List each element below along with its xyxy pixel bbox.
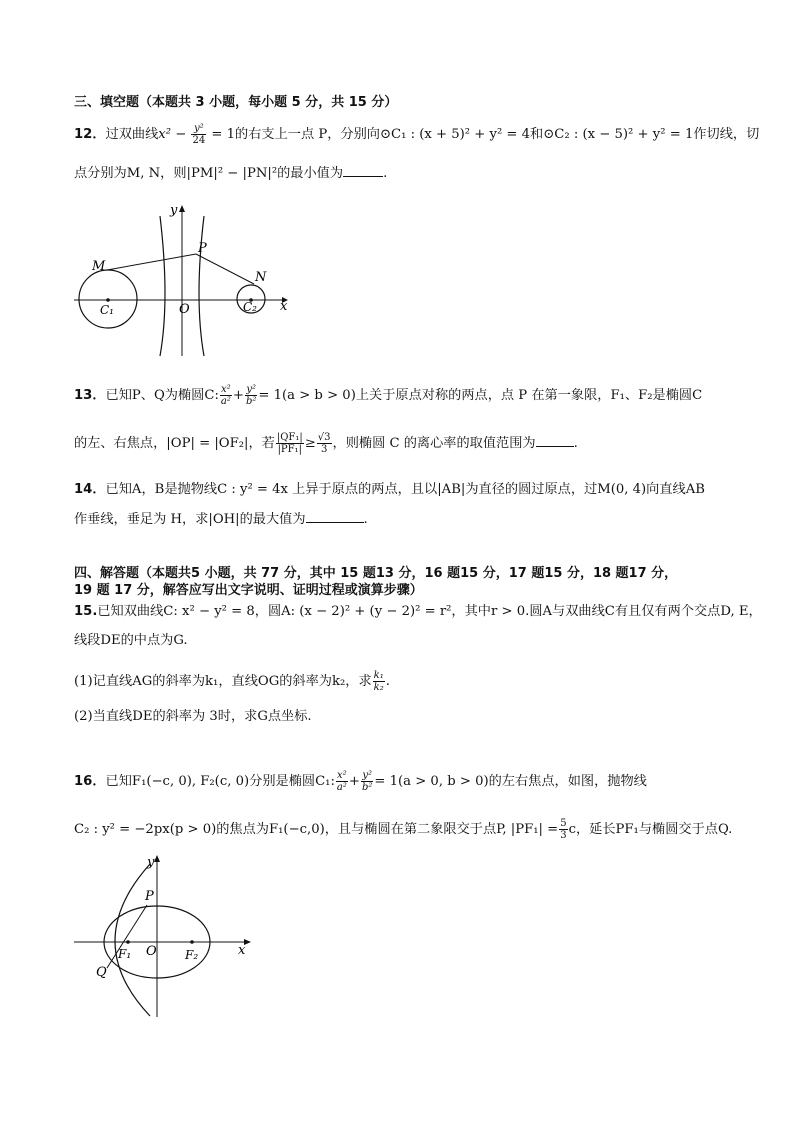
question-15-part-1 bbox=[74, 670, 390, 693]
q15-text-a: 已知双曲线C: x² − y² = 8，圆A: (x − 2)² + (y − 2)² = r²，其中r > 0.圆A与双曲线C有且仅有两个交点D, E， bbox=[97, 604, 762, 619]
q16-frac-y bbox=[361, 770, 373, 793]
q12-hyperbola-rhs: = 1 bbox=[207, 127, 236, 142]
question-13-number: 13． bbox=[74, 388, 106, 403]
q13-f1-den: a² bbox=[220, 396, 231, 407]
q13-text-d: ，则椭圆 C 的离心率的取值范围为 bbox=[332, 436, 536, 451]
q16-text-c: C₂ : y² = −2px(p > 0)的焦点为F₁(−c,0)，且与椭圆在第二象限交于点P, |PF₁| = bbox=[74, 822, 559, 837]
section-4-header-line-1: 四、解答题（本题共5 小题，共 77 分，其中 15 题13 分，16 题15 分，17 题15 分，18 题17 分， bbox=[74, 566, 678, 581]
answer-blank-12[interactable] bbox=[343, 164, 383, 177]
parabola-c2 bbox=[115, 864, 150, 1016]
q13-frac-y bbox=[245, 384, 257, 407]
f1-point bbox=[126, 940, 130, 944]
q14-text-b: 作垂线，垂足为 H，求|OH|的最大值为 bbox=[74, 512, 306, 527]
label-m: M bbox=[92, 259, 106, 274]
q13-text-c: 的左、右焦点，|OP| = |OF₂|，若 bbox=[74, 436, 275, 451]
figure-16-ellipse-parabola-diagram bbox=[70, 852, 260, 1020]
q15-part1-text: (1)记直线AG的斜率为k₁，直线OG的斜率为k₂，求 bbox=[74, 674, 372, 689]
q12-text-b: 的右支上一点 P，分别向⊙C₁ : (x + 5)² + y² = 4和⊙C₂ : (x − 5)² + y² = 1作切线，切 bbox=[235, 127, 760, 142]
label-x: x bbox=[280, 299, 288, 314]
q16-f2-num: y² bbox=[362, 770, 372, 781]
q13-frac-sqrt3 bbox=[317, 432, 332, 455]
question-15-line-2: 线段DE的中点为G. bbox=[74, 633, 188, 648]
y-axis-arrow bbox=[179, 205, 185, 212]
q12-frac-num: y² bbox=[191, 123, 206, 135]
q16-f3-num: 5 bbox=[560, 818, 567, 829]
q12-fraction bbox=[191, 123, 206, 146]
q16-text-b: = 1(a > 0, b > 0)的左右焦点，如图，抛物线 bbox=[374, 774, 647, 789]
q13-f4-den: 3 bbox=[320, 444, 328, 455]
q15-frac-den: k₂ bbox=[373, 682, 384, 693]
question-14-line-2 bbox=[74, 510, 368, 529]
label-c1: C₁ bbox=[100, 303, 114, 317]
q13-f2-num: y² bbox=[246, 384, 256, 395]
label-y: y bbox=[147, 855, 155, 870]
q13-plus: + bbox=[232, 388, 244, 403]
label-p: P bbox=[198, 241, 207, 256]
q15-frac-num: k₁ bbox=[373, 670, 384, 681]
label-q: Q bbox=[96, 965, 107, 980]
q14-end: . bbox=[363, 512, 368, 527]
question-12-number: 12． bbox=[74, 127, 106, 142]
label-o: O bbox=[179, 302, 190, 317]
q13-text-a: 已知P、Q为椭圆C: bbox=[105, 388, 219, 403]
q14-text-a: 已知A，B是抛物线C : y² = 4x 上异于原点的两点，且以|AB|为直径的圆过原点，过M(0, 4)向直线AB bbox=[105, 482, 705, 497]
label-f2: F₂ bbox=[185, 948, 199, 962]
q12-hyperbola-lhs: x² − bbox=[158, 127, 191, 142]
label-o: O bbox=[146, 944, 157, 959]
tangent-pm bbox=[107, 254, 196, 270]
section-3-header: 三、填空题（本题共 3 小题，每小题 5 分，共 15 分） bbox=[74, 95, 398, 110]
q13-f3-den: |PF₁| bbox=[277, 444, 302, 455]
q16-frac-5-3 bbox=[559, 818, 567, 841]
q16-f1-num: x² bbox=[337, 770, 347, 781]
label-x: x bbox=[238, 943, 246, 958]
q16-f1-den: a² bbox=[336, 782, 347, 793]
question-15-number: 15. bbox=[74, 604, 98, 619]
label-c2: C₂ bbox=[243, 300, 257, 314]
figure-12-hyperbola-diagram bbox=[70, 198, 300, 360]
q15-frac-k bbox=[373, 670, 385, 693]
question-13-line-2 bbox=[74, 432, 578, 455]
q16-text-a: 已知F₁(−c, 0), F₂(c, 0)分别是椭圆C₁: bbox=[105, 774, 335, 789]
question-16-line-1 bbox=[74, 770, 647, 793]
q13-frac-ratio bbox=[276, 432, 304, 455]
q13-geq: ≥ bbox=[304, 436, 316, 451]
question-12-line-2 bbox=[74, 164, 387, 183]
label-n: N bbox=[255, 270, 267, 285]
label-y: y bbox=[170, 203, 178, 218]
label-f1: F₁ bbox=[118, 947, 132, 961]
q16-text-d: c，延长PF₁与椭圆交于点Q. bbox=[568, 822, 733, 837]
question-16-line-2 bbox=[74, 818, 732, 841]
q16-f3-den: 3 bbox=[560, 830, 567, 841]
q13-text-b: = 1(a > b > 0)上关于原点对称的两点，点 P 在第一象限，F₁、F₂是椭圆C bbox=[258, 388, 703, 403]
answer-blank-13[interactable] bbox=[536, 434, 574, 447]
question-13-line-1 bbox=[74, 384, 702, 407]
q16-plus: + bbox=[348, 774, 360, 789]
q13-f1-num: x² bbox=[221, 384, 231, 395]
answer-blank-14[interactable] bbox=[306, 510, 364, 523]
q16-frac-x bbox=[336, 770, 348, 793]
f2-point bbox=[190, 940, 194, 944]
hyperbola-left-branch bbox=[160, 216, 165, 356]
q13-f4-num: √3 bbox=[317, 432, 331, 443]
tangent-pn bbox=[196, 254, 254, 284]
q12-text-a: 过双曲线 bbox=[105, 127, 159, 142]
question-16-number: 16． bbox=[74, 774, 106, 789]
question-14-line-1 bbox=[74, 481, 705, 499]
q16-f2-den: b² bbox=[361, 782, 373, 793]
hyperbola-right-branch bbox=[199, 216, 204, 356]
section-4-header-line-2: 19 题 17 分，解答应写出文字说明、证明过程或演算步骤） bbox=[74, 583, 423, 598]
question-15-part-2: (2)当直线DE的斜率为 3时，求G点坐标. bbox=[74, 709, 312, 724]
question-14-number: 14． bbox=[74, 482, 106, 497]
question-12-line-1 bbox=[74, 123, 759, 146]
q15-part1-end: . bbox=[385, 674, 390, 689]
label-p: P bbox=[145, 889, 154, 904]
q12-frac-den: 24 bbox=[192, 135, 206, 146]
q13-f2-den: b² bbox=[245, 396, 257, 407]
c1-center-point bbox=[106, 298, 110, 302]
q13-f3-num: |QF₁| bbox=[276, 432, 303, 443]
q12-line2-text: 点分别为M, N，则|PM|² − |PN|²的最小值为 bbox=[74, 166, 344, 181]
q13-frac-x bbox=[220, 384, 232, 407]
q12-line2-end: . bbox=[383, 166, 388, 181]
q13-end: . bbox=[573, 436, 578, 451]
question-15-line-1 bbox=[74, 603, 762, 621]
y-axis-arrow bbox=[154, 855, 160, 862]
